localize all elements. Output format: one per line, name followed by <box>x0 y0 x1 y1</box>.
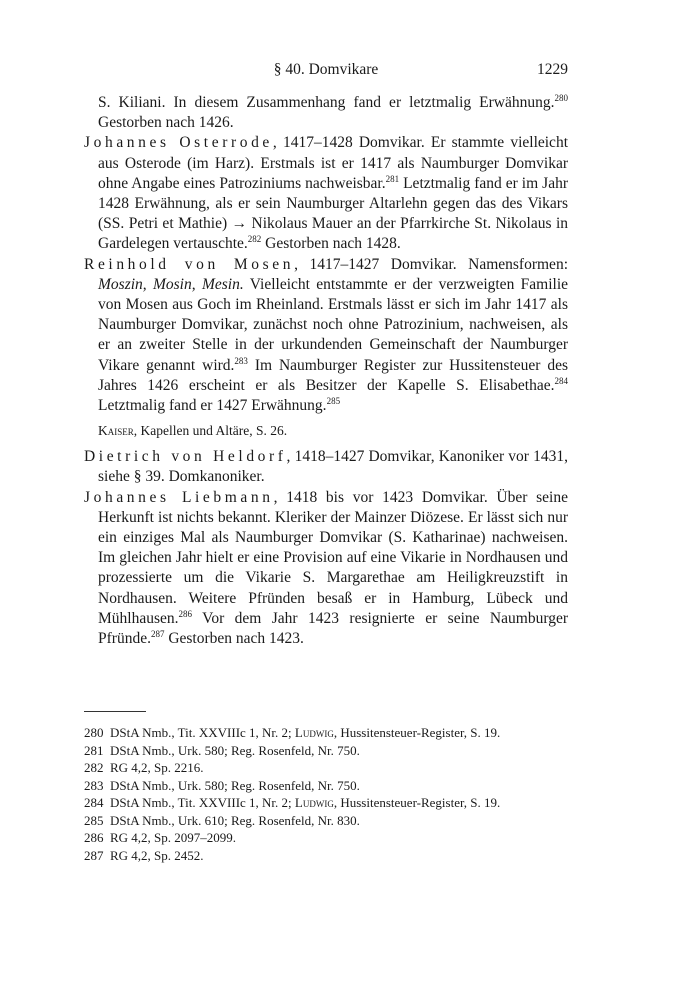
footnote-number: 280 <box>84 725 104 740</box>
footnote <box>84 759 568 777</box>
entry-text: , 1417–1428 Domvikar. Er stammte vielleicht aus Osterode (im Harz). Erstmals ist er 1417 als Naumburger Domvikar ohne Angabe eines Patroziniums nachweisbar. <box>98 134 568 192</box>
literature-title: , Kapellen und Altäre, S. 26. <box>133 423 288 439</box>
entry-johannes-osterrode <box>84 133 568 254</box>
footnote-number: 287 <box>84 847 104 863</box>
footnote-ref: 284 <box>554 375 568 386</box>
footnote-number: 283 <box>84 777 104 793</box>
entry-reinhold-von-mosen <box>84 255 568 417</box>
footnote-text: DStA Nmb., Urk. 580; Reg. Rosenfeld, Nr. 750. <box>110 742 360 758</box>
entry-text: , 1417–1427 Domvikar. Namensformen: <box>294 255 568 273</box>
footnote-ref: 286 <box>178 608 193 619</box>
footnote-text: RG 4,2, Sp. 2097–2099. <box>110 830 237 845</box>
entry-name: Dietrich von Heldorf <box>84 448 287 466</box>
footnote-number: 281 <box>84 742 104 758</box>
main-text <box>84 93 568 649</box>
footnote-text: RG 4,2, Sp. 2216. <box>110 760 204 775</box>
footnote-divider <box>84 711 146 712</box>
entry-text: Letztmalig fand er im Jahr 1428 Erwähnung, als er sein Naumburger Altarlehn gegen das des Vikars (SS. Petri et Mathie) → Nikolaus Mauer an der Pfarrkirche St. Nikolaus in Gardelegen vertauschte. <box>98 174 568 253</box>
entry-name: Johannes Osterrode <box>84 134 273 152</box>
footnote <box>84 724 568 742</box>
entry-text: Letztmalig fand er 1427 Erwähnung. <box>98 397 327 415</box>
footnote-ref: 280 <box>554 93 568 103</box>
entry-text: Gestorben nach 1426. <box>98 114 234 132</box>
literature-author: Kaiser <box>98 423 134 439</box>
entry-name: Johannes Liebmann <box>84 488 274 506</box>
footnote-number: 284 <box>84 795 104 810</box>
entry-text: , 1418 bis vor 1423 Domvikar. Über seine Herkunft ist nichts bekannt. Kleriker der Mainzer Diözese. Er lässt sich nur ein einziges Mal als Naumburger Domvikar (S. Katharinae) nachweisen. Im gleichen Jahr hielt er eine Provision auf eine Vikarie in Nordhausen und prozessierte um die Vikarie S. Margarethae am Heiligkreuzstift in Nordhausen. Weitere Pfründen besaß er in Hamburg, Lübeck und Mühlhausen. <box>98 488 568 627</box>
footnote <box>84 794 568 812</box>
footnote-ref: 283 <box>234 355 248 366</box>
entry-text: Vor dem Jahr 1423 resignierte er seine Naumburger Pfründe. <box>98 609 568 648</box>
footnote <box>84 847 568 865</box>
entry-dietrich-von-heldorf <box>84 447 568 487</box>
footnote-text: DStA Nmb., Urk. 610; Reg. Rosenfeld, Nr. 830. <box>110 812 360 828</box>
page-number: 1229 <box>537 61 568 78</box>
entry-text: S. Kiliani. In diesem Zusammenhang fand er letztmalig Erwähnung. <box>98 94 555 111</box>
entry-text: Gestorben nach 1428. <box>261 235 401 253</box>
footnotes <box>84 724 568 864</box>
entry-continuation <box>84 93 568 133</box>
footnote-number: 286 <box>84 830 104 845</box>
entry-text: Im Naumburger Register zur Hussitensteuer des Jahres 1426 erscheint er als Besitzer der Kapelle S. Elisabethae. <box>98 356 569 394</box>
entry-text: , 1418–1427 Domvikar, Kanoniker vor 1431, siehe § 39. Domkanoniker. <box>98 448 568 486</box>
footnote-ref: 287 <box>150 629 165 640</box>
footnote-number: 285 <box>84 812 104 828</box>
name-forms: Moszin, Mosin, Mesin. <box>98 275 244 293</box>
footnote <box>84 812 568 830</box>
literature-reference <box>98 422 568 440</box>
entry-name: Reinhold von Mosen <box>84 255 295 273</box>
footnote <box>84 777 568 795</box>
footnote-text: DStA Nmb., Urk. 580; Reg. Rosenfeld, Nr. 750. <box>110 777 360 793</box>
entry-text: Vielleicht entstammte er der verzweigten Familie von Mosen aus Goch im Rheinland. Erstmals lässt er sich im Jahr 1417 als Naumburger Domvikar, zunächst noch ohne Patrozinium, nachweisen, als er an zweiter Stelle in der urkundenden Gemeinschaft der Naumburger Vikare genannt wird. <box>98 275 569 374</box>
running-header <box>84 61 568 81</box>
footnote-number: 282 <box>84 760 104 775</box>
footnote-text: RG 4,2, Sp. 2452. <box>110 847 204 863</box>
entry-text: Gestorben nach 1423. <box>164 630 304 648</box>
footnote-text: DStA Nmb., Tit. XXVIIIc 1, Nr. 2; Ludwig, Hussitensteuer-Register, S. 19. <box>110 795 501 810</box>
running-title: § 40. Domvikare <box>273 61 379 78</box>
footnote-ref: 285 <box>326 396 341 407</box>
entry-johannes-liebmann <box>84 488 568 650</box>
footnote <box>84 829 568 847</box>
footnote-text: DStA Nmb., Tit. XXVIIIc 1, Nr. 2; Ludwig, Hussitensteuer-Register, S. 19. <box>110 725 501 740</box>
footnote <box>84 742 568 760</box>
footnote-ref: 282 <box>247 234 262 245</box>
footnote-ref: 281 <box>385 173 400 184</box>
